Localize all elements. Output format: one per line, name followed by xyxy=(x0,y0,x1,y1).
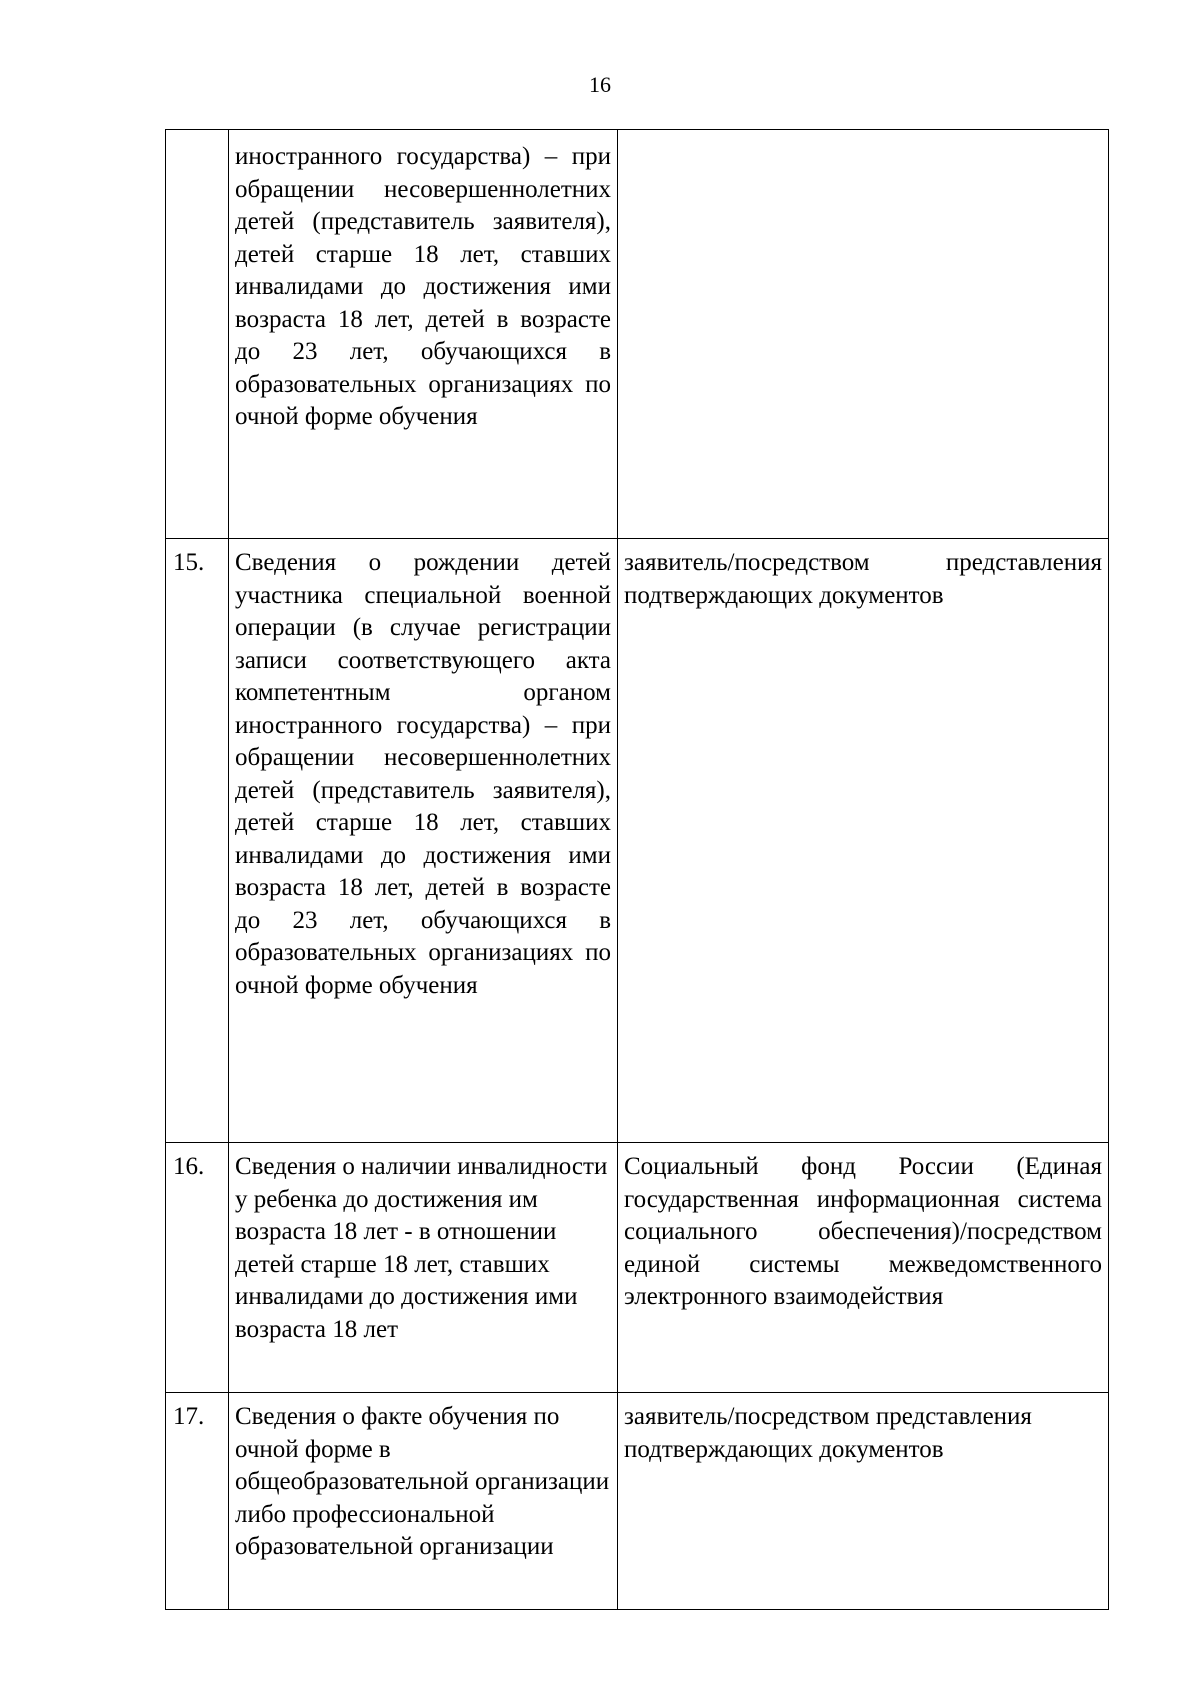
info-name-cell xyxy=(229,130,618,539)
row-number-cell xyxy=(166,1393,229,1610)
info-name-cell xyxy=(229,1393,618,1610)
row-number-cell xyxy=(166,130,229,539)
info-source-cell xyxy=(618,130,1109,539)
table-row xyxy=(166,539,1109,1143)
info-source-cell xyxy=(618,1393,1109,1610)
info-name-cell xyxy=(229,1143,618,1393)
info-source-text: Социальный фонд России (Единая государственная информационная система социального обеспечения)/посредством единой системы межведомственного электронного взаимодействия xyxy=(624,1153,1102,1310)
info-name-text: Сведения о факте обучения по очной форме в общеобразовательной организации либо профессиональной образовательной организации xyxy=(235,1403,610,1560)
info-name-cell xyxy=(229,539,618,1143)
info-source-text: заявитель/посредством представления подтверждающих документов xyxy=(624,1403,1032,1463)
row-number xyxy=(166,130,228,144)
info-name-text: Сведения о наличии инвалидности у ребенка до достижения им возраста 18 лет - в отношении детей старше 18 лет, ставших инвалидами до достижения ими возраста 18 лет xyxy=(235,1153,608,1343)
row-number: 16. xyxy=(173,1153,205,1180)
row-number-cell xyxy=(166,1143,229,1393)
documents-table xyxy=(165,129,1109,1610)
page-number: 16 xyxy=(589,72,611,97)
info-name-text: Сведения о рождении детей участника специальной военной операции (в случае регистрации записи соответствующего акта компетентным органом иностранного государства) – при обращении несовершеннолетних детей (представитель заявителя), детей старше 18 лет, ставших инвалидами до достижения ими возраста 18 лет, детей в возрасте до 23 лет, обучающихся в образовательных организациях по очной форме обучения xyxy=(235,549,611,999)
info-source-text xyxy=(618,130,1108,144)
info-name-text: иностранного государства) – при обращении несовершеннолетних детей (представитель заявителя), детей старше 18 лет, ставших инвалидами до достижения ими возраста 18 лет, детей в возрасте до 23 лет, обучающихся в образовательных организациях по очной форме обучения xyxy=(235,143,611,430)
table-row xyxy=(166,130,1109,539)
row-number-cell xyxy=(166,539,229,1143)
row-number: 15. xyxy=(173,549,205,576)
info-source-cell xyxy=(618,1143,1109,1393)
table-row xyxy=(166,1143,1109,1393)
info-source-cell xyxy=(618,539,1109,1143)
info-source-text: заявитель/посредством представления подтверждающих документов xyxy=(624,549,1102,609)
row-number: 17. xyxy=(173,1403,205,1430)
table-row xyxy=(166,1393,1109,1610)
